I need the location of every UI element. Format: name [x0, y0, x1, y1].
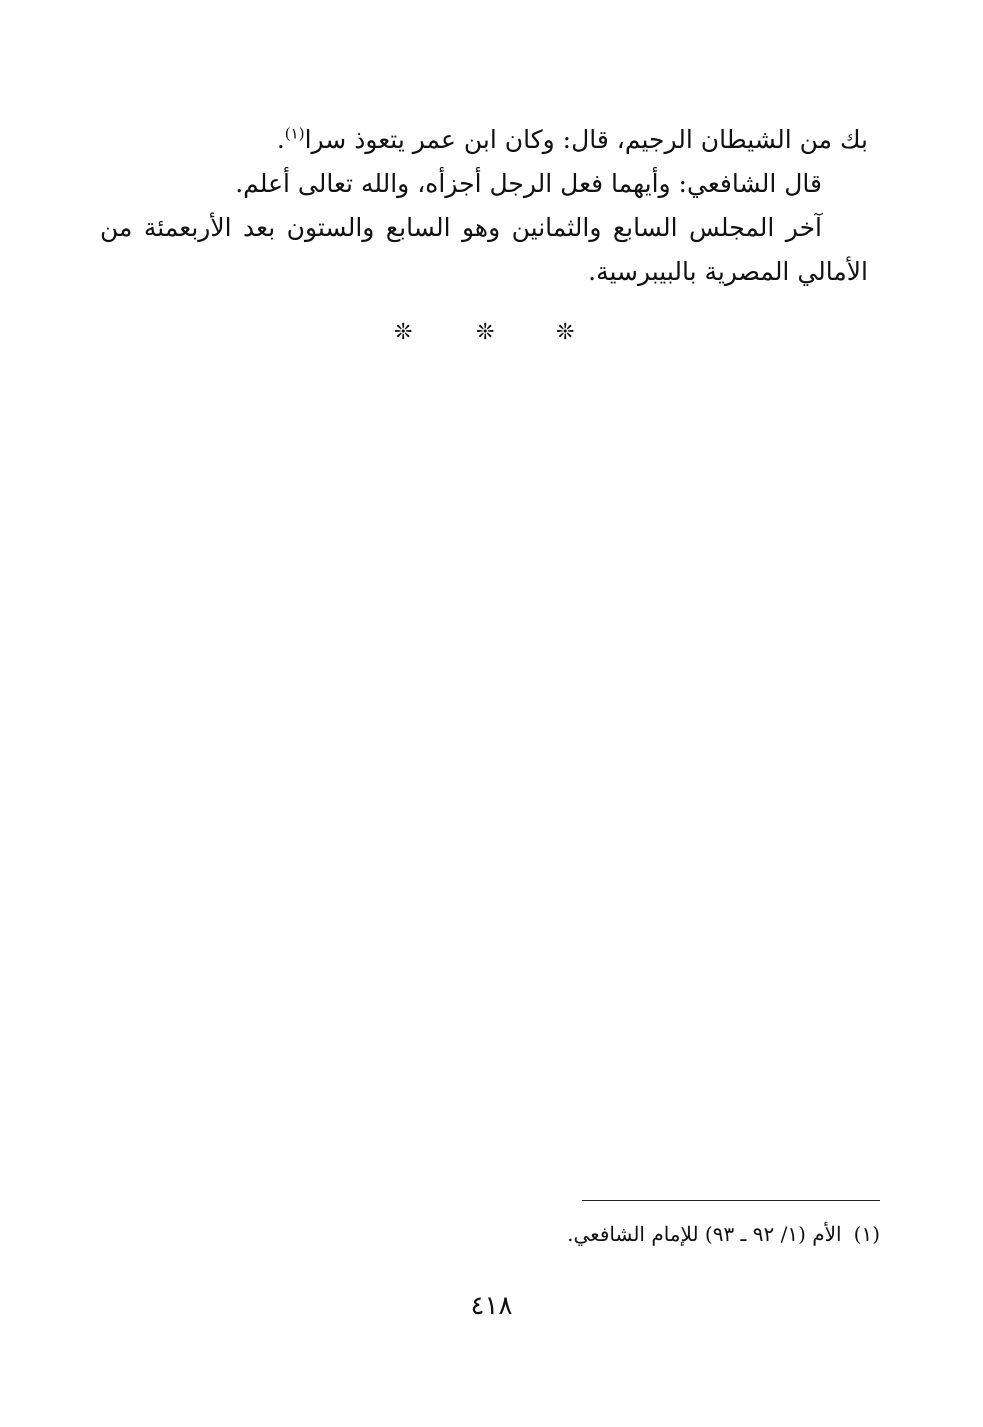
paragraph-shafii: قال الشافعي: وأيهما فعل الرجل أجزأه، والله تعالى أعلم.	[235, 169, 822, 198]
footnote-number: (١)	[853, 1222, 880, 1246]
footnote-text: الأم (١/ ٩٢ ـ ٩٣) للإمام الشافعي.	[567, 1222, 842, 1246]
paragraph-continuation-text: بك من الشيطان الرجيم، قال: وكان ابن عمر يتعوذ سرا	[304, 125, 868, 154]
page-number: ٤١٨	[470, 1291, 513, 1321]
footnote	[300, 1218, 880, 1250]
asterism-star: ❊	[394, 320, 413, 345]
footnote-reference[interactable]: (١)	[284, 124, 305, 143]
footnote-divider	[582, 1200, 880, 1201]
main-text	[100, 118, 868, 294]
sentence-end: .	[276, 125, 285, 154]
asterism-star: ❊	[476, 320, 495, 345]
section-separator	[0, 318, 983, 348]
paragraph-session-end: آخر المجلس السابع والثمانين وهو السابع والستون بعد الأربعمئة من الأمالي المصرية بالبيبرسية.	[100, 213, 868, 286]
paragraph-continuation	[100, 118, 868, 162]
asterism-star: ❊	[556, 320, 575, 345]
